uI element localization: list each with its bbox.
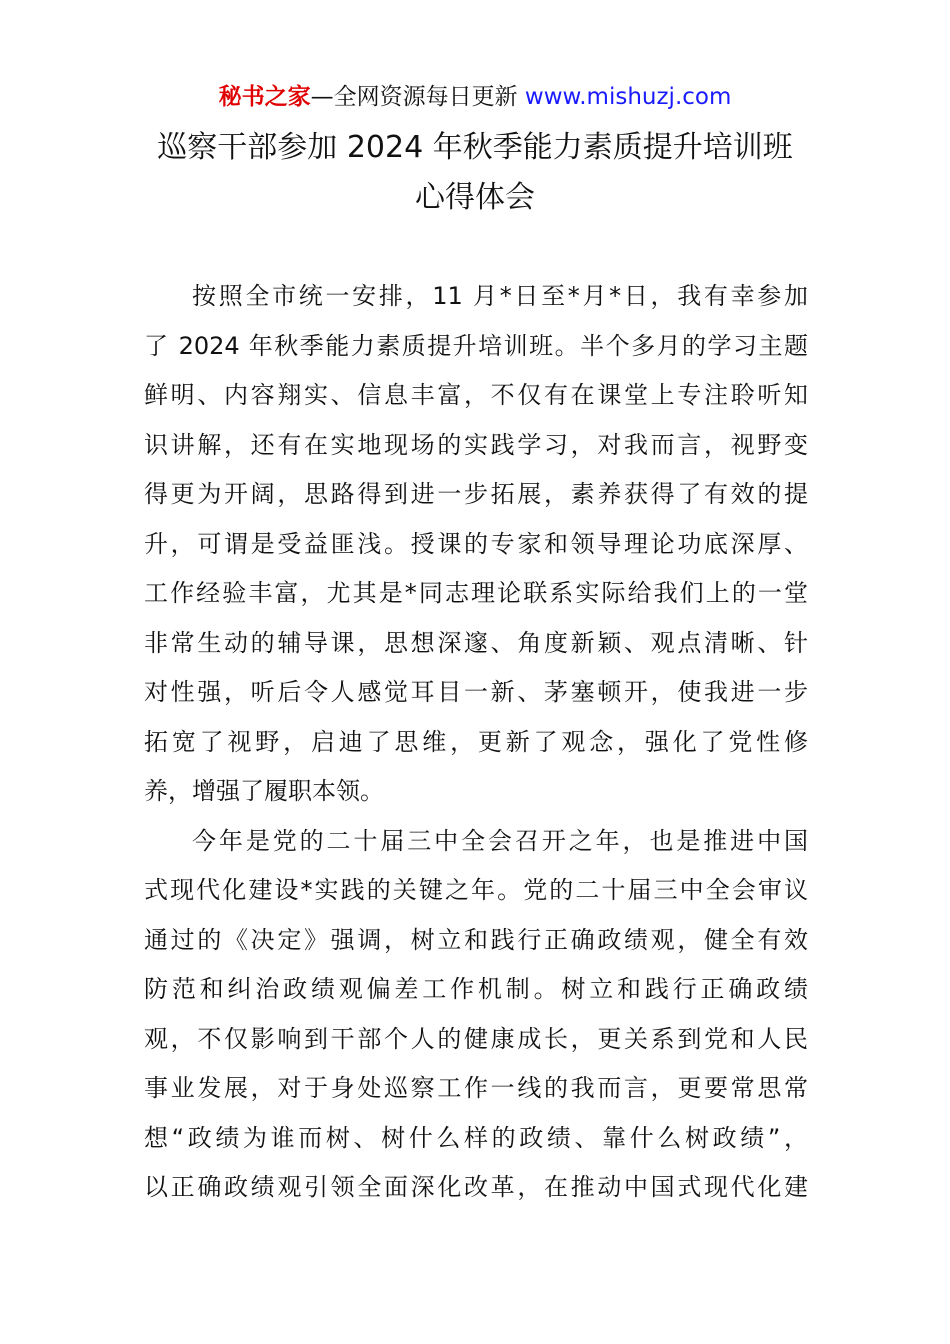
paragraph-line: 工作经验丰富，尤其是*同志理论联系实际给我们上的一堂 (144, 579, 808, 607)
paragraph-line: 鲜明、内容翔实、信息丰富，不仅有在课堂上专注聆听知 (144, 381, 808, 409)
paragraph-line: 拓宽了视野，启迪了思维，更新了观念，强化了党性修 (144, 727, 808, 756)
paragraph-line: 识讲解，还有在实地现场的实践学习，对我而言，视野变 (144, 430, 808, 459)
paragraph-line: 防范和纠治政绩观偏差工作机制。树立和践行正确政绩 (144, 975, 808, 1003)
document-body (144, 272, 808, 1213)
paragraph-line: 通过的《决定》强调，树立和践行正确政绩观，健全有效 (144, 925, 808, 954)
paragraph-line: 对性强，听后令人感觉耳目一新、茅塞顿开，使我进一步 (144, 678, 808, 706)
title-line-2: 心得体会 (415, 180, 535, 215)
paragraph-1 (144, 272, 808, 817)
document-title (60, 123, 890, 223)
paragraph-line: 今年是党的二十届三中全会召开之年，也是推进中国 (192, 826, 808, 855)
site-url-link[interactable]: www.mishuzj.com (524, 84, 732, 110)
paragraph-line: 升，可谓是受益匪浅。授课的专家和领导理论功底深厚、 (144, 529, 808, 558)
header-tagline: —全网资源每日更新 (310, 84, 525, 110)
paragraph-line: 了 2024 年秋季能力素质提升培训班。半个多月的学习主题 (144, 331, 808, 360)
paragraph-line: 想“政绩为谁而树、树什么样的政绩、靠什么树政绩”， (144, 1123, 808, 1152)
title-line-1: 巡察干部参加 2024 年秋季能力素质提升培训班 (157, 130, 793, 165)
paragraph-line: 按照全市统一安排，11 月*日至*月*日，我有幸参加 (192, 282, 808, 310)
brand-name: 秘书之家 (218, 84, 311, 110)
paragraph-line: 事业发展，对于身处巡察工作一线的我而言，更要常思常 (144, 1074, 808, 1102)
paragraph-2 (144, 817, 808, 1213)
paragraph-line: 得更为开阔，思路得到进一步拓展，素养获得了有效的提 (144, 480, 808, 508)
paragraph-line: 养，增强了履职本领。 (144, 777, 384, 805)
paragraph-line: 观，不仅影响到干部个人的健康成长，更关系到党和人民 (144, 1024, 808, 1053)
paragraph-line: 式现代化建设*实践的关键之年。党的二十届三中全会审议 (144, 876, 808, 904)
site-header (0, 80, 950, 114)
paragraph-line: 以正确政绩观引领全面深化改革，在推动中国式现代化建 (144, 1173, 808, 1201)
paragraph-line: 非常生动的辅导课，思想深邃、角度新颖、观点清晰、针 (144, 628, 808, 657)
